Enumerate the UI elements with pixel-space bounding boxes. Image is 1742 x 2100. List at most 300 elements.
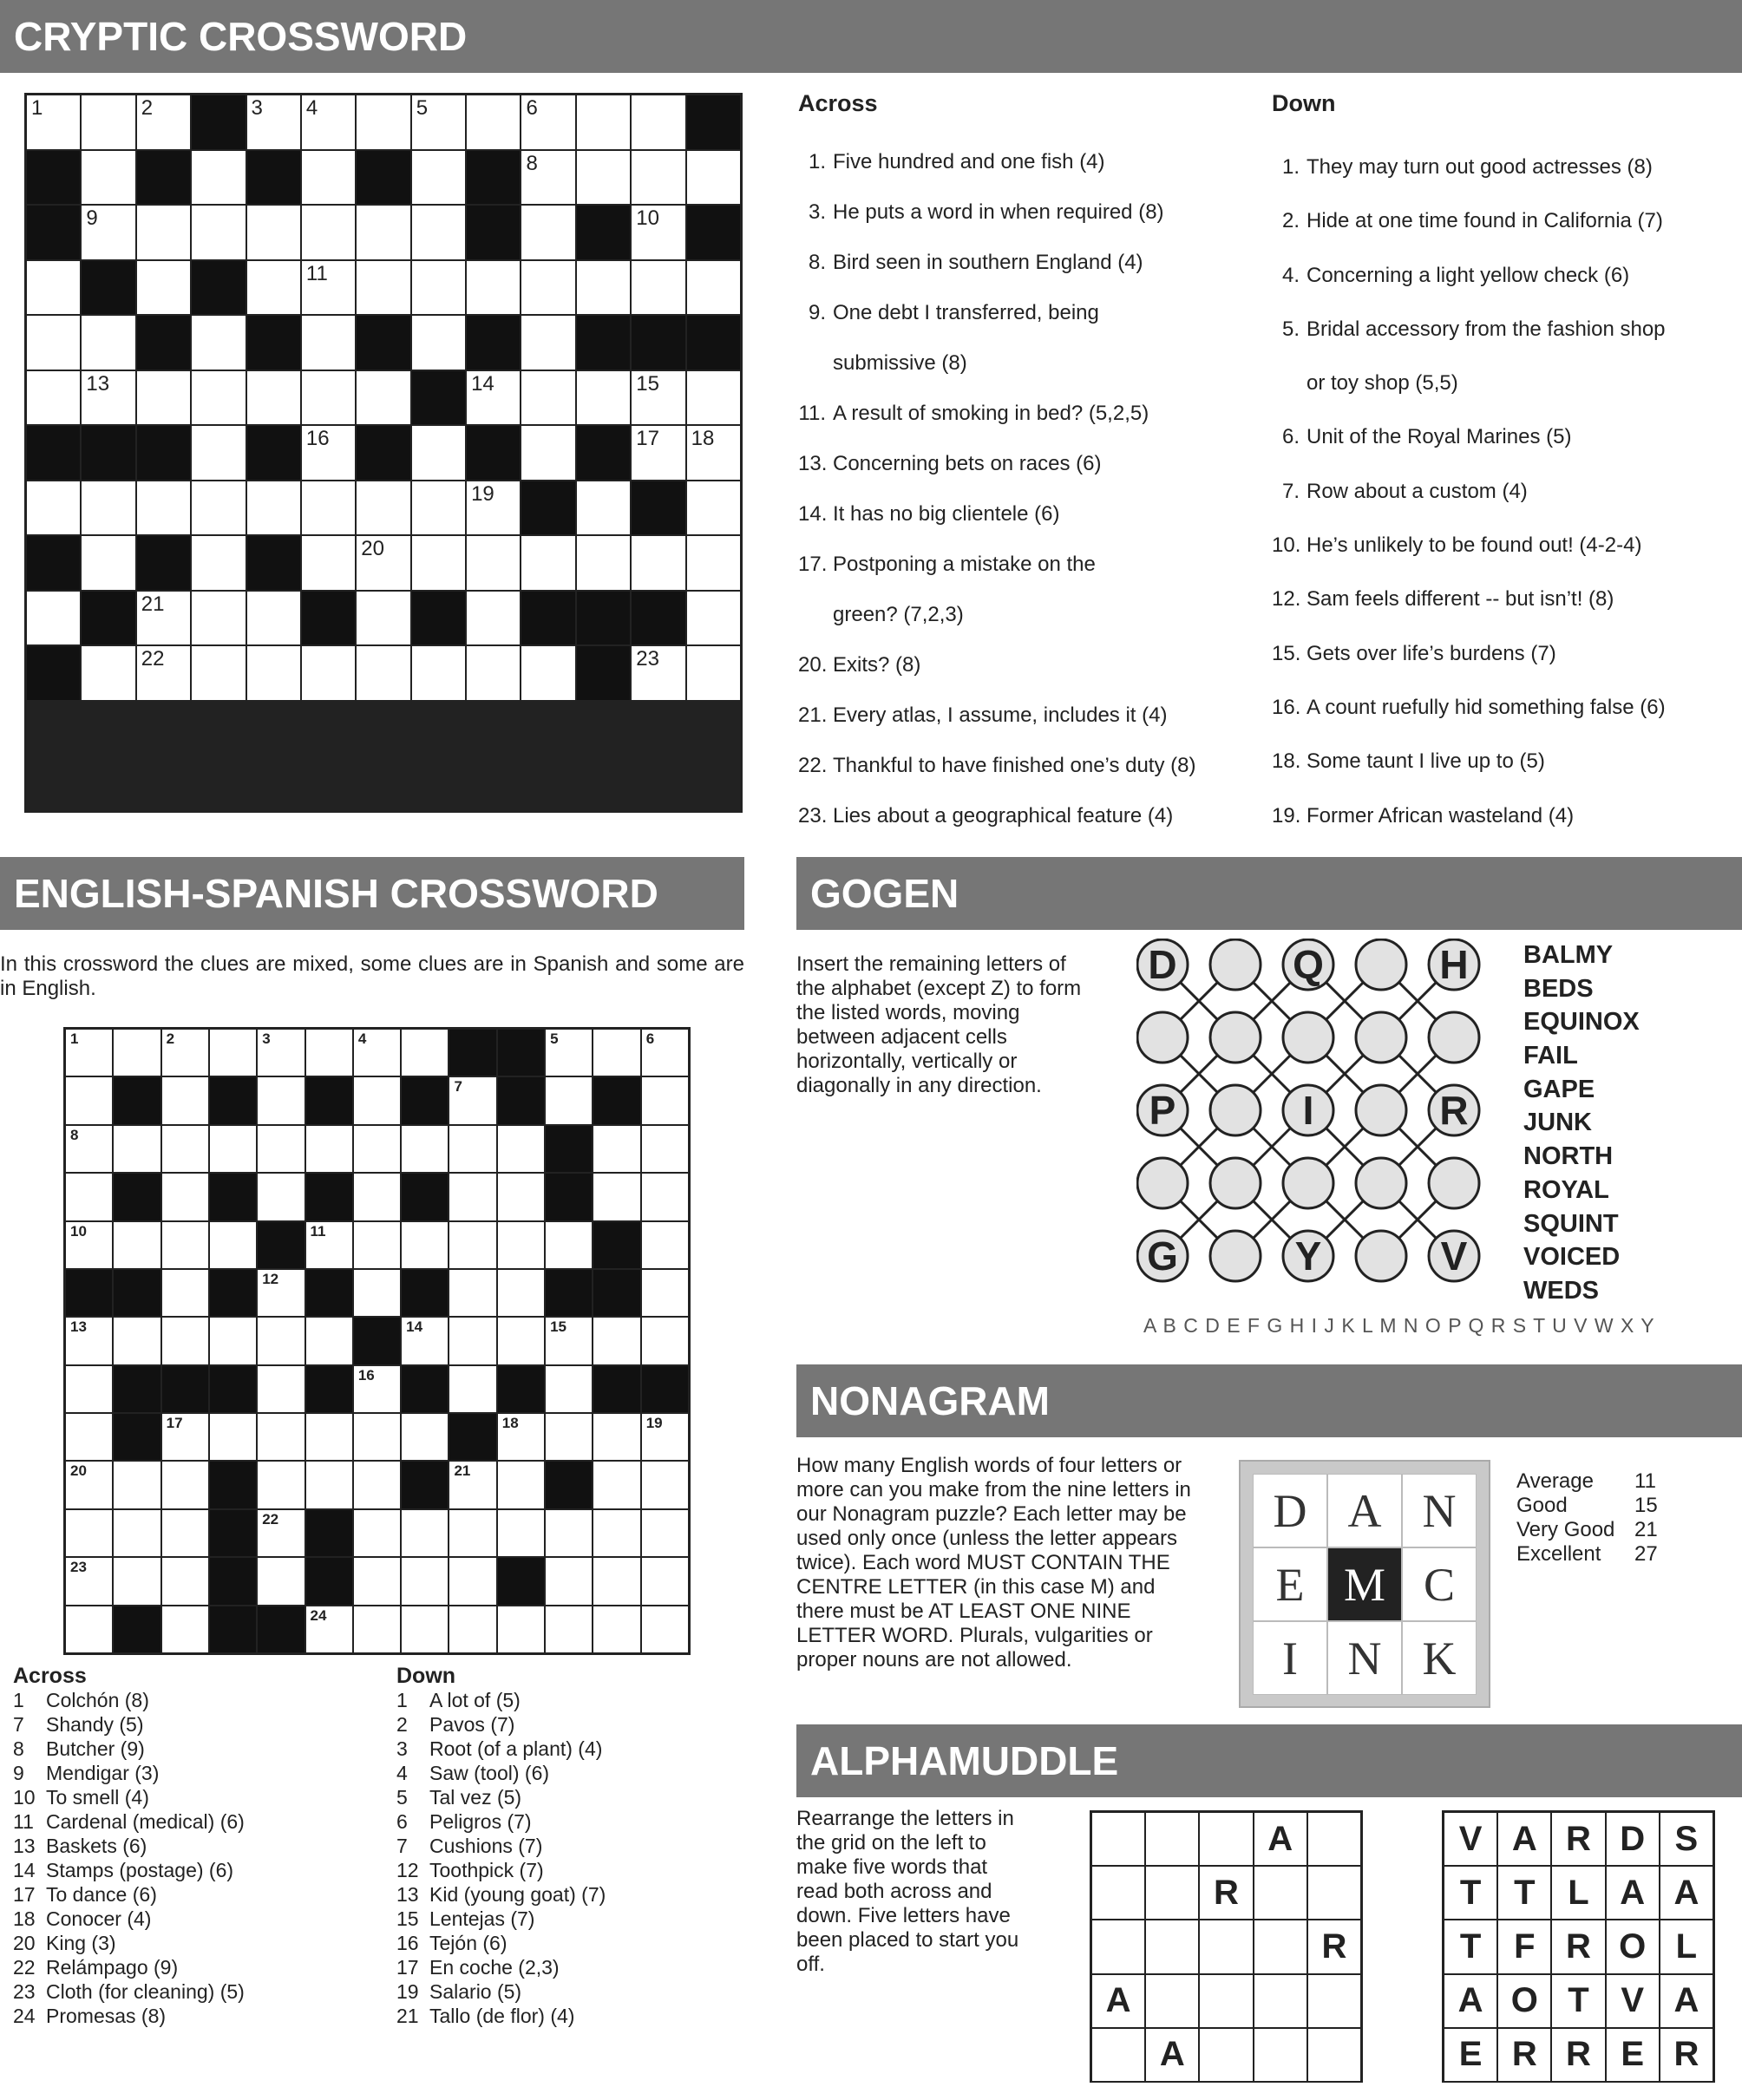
grid-cell[interactable]: [65, 1076, 113, 1124]
grid-cell[interactable]: [257, 1269, 305, 1317]
grid-cell[interactable]: [305, 1317, 353, 1364]
grid-cell[interactable]: [81, 315, 135, 370]
alphamuddle-target-cell[interactable]: [1091, 2028, 1145, 2082]
grid-cell[interactable]: [466, 535, 521, 591]
grid-cell[interactable]: [545, 1317, 593, 1364]
grid-cell[interactable]: [305, 1606, 353, 1653]
alphamuddle-target-cell[interactable]: [1254, 2028, 1307, 2082]
grid-cell[interactable]: [65, 1029, 113, 1076]
clue-number: 14.: [798, 502, 828, 526]
grid-cell[interactable]: [521, 425, 575, 481]
grid-cell[interactable]: [449, 1269, 496, 1317]
grid-cell[interactable]: [631, 535, 685, 591]
grid-cell[interactable]: [246, 481, 301, 536]
grid-cell[interactable]: [305, 1029, 353, 1076]
grid-cell[interactable]: [65, 1365, 113, 1413]
grid-cell[interactable]: [631, 150, 685, 206]
grid-cell[interactable]: [305, 1125, 353, 1173]
grid-cell[interactable]: [209, 1221, 257, 1269]
grid-cell[interactable]: [81, 370, 135, 426]
alphamuddle-target-cell[interactable]: [1145, 1974, 1199, 2028]
grid-cell[interactable]: [545, 1365, 593, 1413]
grid-cell[interactable]: [686, 370, 741, 426]
grid-cell[interactable]: [161, 1269, 209, 1317]
grid-cell[interactable]: [136, 591, 191, 646]
grid-cell[interactable]: [257, 1509, 305, 1557]
gogen-cell[interactable]: [1283, 1012, 1333, 1063]
cryptic-clue: [798, 540, 1232, 590]
grid-cell[interactable]: [641, 1606, 689, 1653]
grid-cell[interactable]: [576, 260, 631, 316]
alphamuddle-target-cell[interactable]: [1199, 1974, 1253, 2028]
grid-cell[interactable]: [113, 1557, 160, 1605]
grid-cell[interactable]: [356, 260, 410, 316]
grid-cell[interactable]: [497, 1461, 545, 1508]
grid-cell[interactable]: [449, 1509, 496, 1557]
grid-cell[interactable]: [401, 1509, 449, 1557]
grid-cell[interactable]: [641, 1221, 689, 1269]
grid-cell[interactable]: [191, 591, 246, 646]
grid-cell[interactable]: [449, 1221, 496, 1269]
grid-cell[interactable]: [641, 1076, 689, 1124]
black-square: [466, 150, 521, 206]
grid-cell[interactable]: [81, 205, 135, 260]
grid-cell[interactable]: [545, 1029, 593, 1076]
grid-cell[interactable]: [136, 260, 191, 316]
grid-cell[interactable]: [641, 1125, 689, 1173]
grid-cell[interactable]: [191, 150, 246, 206]
grid-cell[interactable]: [631, 95, 685, 150]
grid-cell[interactable]: [576, 95, 631, 150]
grid-cell[interactable]: [26, 591, 81, 646]
grid-cell[interactable]: [356, 535, 410, 591]
grid-cell[interactable]: [593, 1125, 640, 1173]
gogen-cell[interactable]: [1356, 1231, 1406, 1281]
grid-cell[interactable]: [301, 370, 356, 426]
grid-cell[interactable]: [497, 1413, 545, 1461]
grid-cell[interactable]: [65, 1125, 113, 1173]
grid-cell[interactable]: [686, 645, 741, 701]
grid-cell[interactable]: [246, 645, 301, 701]
grid-cell[interactable]: [305, 1461, 353, 1508]
grid-cell[interactable]: [521, 205, 575, 260]
grid-cell[interactable]: [411, 95, 466, 150]
clue-number: 19: [396, 1980, 419, 2003]
grid-cell[interactable]: [161, 1029, 209, 1076]
grid-cell[interactable]: [411, 425, 466, 481]
grid-cell[interactable]: [65, 1461, 113, 1508]
grid-cell[interactable]: [257, 1125, 305, 1173]
grid-cell[interactable]: [593, 1029, 640, 1076]
alphamuddle-target-cell[interactable]: [1145, 1920, 1199, 1973]
grid-cell[interactable]: [411, 150, 466, 206]
alphamuddle-target-cell[interactable]: [1307, 2028, 1361, 2082]
gogen-cell[interactable]: [1210, 1085, 1261, 1135]
grid-cell[interactable]: [257, 1413, 305, 1461]
grid-cell[interactable]: [545, 1606, 593, 1653]
grid-cell[interactable]: [65, 1557, 113, 1605]
black-square: [401, 1076, 449, 1124]
grid-cell[interactable]: [449, 1461, 496, 1508]
gogen-letter: H: [1439, 942, 1469, 987]
grid-cell[interactable]: [65, 1221, 113, 1269]
grid-cell[interactable]: [401, 1029, 449, 1076]
grid-cell[interactable]: [641, 1509, 689, 1557]
grid-cell[interactable]: [26, 315, 81, 370]
grid-cell[interactable]: [81, 645, 135, 701]
black-square: [246, 150, 301, 206]
grid-cell[interactable]: [545, 1076, 593, 1124]
cryptic-clue: [1272, 249, 1740, 303]
grid-cell[interactable]: [305, 1221, 353, 1269]
alphamuddle-target-cell[interactable]: A: [1145, 2028, 1199, 2082]
grid-cell[interactable]: [686, 591, 741, 646]
gogen-cell[interactable]: [1210, 1158, 1261, 1208]
grid-cell[interactable]: [356, 205, 410, 260]
grid-cell[interactable]: [161, 1317, 209, 1364]
cryptic-clue: [1272, 789, 1740, 843]
grid-cell[interactable]: [411, 260, 466, 316]
grid-cell[interactable]: [353, 1606, 401, 1653]
alphamuddle-target-cell[interactable]: [1199, 2028, 1253, 2082]
grid-cell[interactable]: [593, 1509, 640, 1557]
gogen-cell[interactable]: [1137, 1158, 1188, 1208]
grid-cell[interactable]: [593, 1606, 640, 1653]
grid-cell[interactable]: [401, 1125, 449, 1173]
grid-cell[interactable]: [246, 95, 301, 150]
grid-cell[interactable]: [449, 1557, 496, 1605]
grid-cell[interactable]: [497, 1125, 545, 1173]
grid-cell[interactable]: [576, 481, 631, 536]
black-square: [113, 1606, 160, 1653]
clue-text: To dance (6): [46, 1883, 157, 1906]
grid-cell[interactable]: [257, 1173, 305, 1220]
grid-cell[interactable]: [411, 315, 466, 370]
alphamuddle-target-cell[interactable]: [1254, 1866, 1307, 1920]
grid-cell[interactable]: [161, 1606, 209, 1653]
grid-cell[interactable]: [136, 481, 191, 536]
grid-cell[interactable]: [113, 1509, 160, 1557]
grid-cell[interactable]: [161, 1461, 209, 1508]
gogen-cell[interactable]: [1356, 939, 1406, 990]
grid-cell[interactable]: [191, 425, 246, 481]
grid-cell[interactable]: [113, 1461, 160, 1508]
grid-cell[interactable]: [449, 1173, 496, 1220]
clue-number: 24: [13, 2005, 36, 2027]
grid-cell[interactable]: [356, 481, 410, 536]
grid-cell[interactable]: [161, 1221, 209, 1269]
grid-cell[interactable]: [301, 150, 356, 206]
grid-cell[interactable]: [191, 370, 246, 426]
es-clue: [13, 1907, 377, 1931]
grid-cell[interactable]: [641, 1557, 689, 1605]
grid-cell[interactable]: [65, 1317, 113, 1364]
gogen-cell[interactable]: [1283, 1158, 1333, 1208]
grid-cell[interactable]: [545, 1221, 593, 1269]
grid-cell[interactable]: [191, 205, 246, 260]
grid-cell[interactable]: [191, 535, 246, 591]
clue-number: 19.: [1272, 803, 1301, 828]
grid-cell[interactable]: [257, 1365, 305, 1413]
grid-cell[interactable]: [65, 1173, 113, 1220]
grid-cell[interactable]: [686, 260, 741, 316]
grid-cell[interactable]: [641, 1461, 689, 1508]
grid-cell[interactable]: [161, 1076, 209, 1124]
alphamuddle-target-cell[interactable]: [1145, 1866, 1199, 1920]
grid-cell[interactable]: [209, 1125, 257, 1173]
gogen-cell[interactable]: [1429, 1012, 1479, 1063]
gogen-cell[interactable]: [1137, 1012, 1188, 1063]
grid-cell[interactable]: [136, 370, 191, 426]
grid-cell[interactable]: [593, 1413, 640, 1461]
grid-cell[interactable]: [246, 370, 301, 426]
grid-cell[interactable]: [353, 1413, 401, 1461]
grid-cell[interactable]: [81, 150, 135, 206]
grid-cell[interactable]: [686, 150, 741, 206]
alphamuddle-target-cell[interactable]: R: [1199, 1866, 1253, 1920]
grid-cell[interactable]: [497, 1509, 545, 1557]
grid-cell[interactable]: [641, 1413, 689, 1461]
alphamuddle-target-cell[interactable]: [1254, 1920, 1307, 1973]
grid-cell[interactable]: [401, 1557, 449, 1605]
grid-cell[interactable]: [301, 425, 356, 481]
grid-cell[interactable]: [545, 1557, 593, 1605]
grid-cell[interactable]: [136, 645, 191, 701]
grid-cell[interactable]: [449, 1606, 496, 1653]
grid-cell[interactable]: [81, 95, 135, 150]
grid-cell[interactable]: [65, 1509, 113, 1557]
grid-cell[interactable]: [65, 1606, 113, 1653]
grid-cell[interactable]: [497, 1606, 545, 1653]
grid-cell[interactable]: [641, 1029, 689, 1076]
grid-cell[interactable]: [246, 591, 301, 646]
gogen-cell[interactable]: [1210, 939, 1261, 990]
grid-cell[interactable]: [521, 645, 575, 701]
grid-cell[interactable]: [301, 205, 356, 260]
grid-cell[interactable]: [161, 1413, 209, 1461]
grid-cell[interactable]: [301, 645, 356, 701]
grid-cell[interactable]: [641, 1317, 689, 1364]
alphamuddle-target-cell[interactable]: [1254, 1974, 1307, 2028]
gogen-cell[interactable]: [1429, 1158, 1479, 1208]
grid-cell[interactable]: [466, 481, 521, 536]
grid-cell[interactable]: [191, 645, 246, 701]
grid-cell[interactable]: [411, 645, 466, 701]
grid-cell[interactable]: [466, 95, 521, 150]
grid-cell[interactable]: [449, 1317, 496, 1364]
grid-cell[interactable]: [301, 95, 356, 150]
grid-cell[interactable]: [686, 481, 741, 536]
grid-cell[interactable]: [641, 1173, 689, 1220]
grid-cell[interactable]: [191, 481, 246, 536]
grid-cell[interactable]: [81, 481, 135, 536]
grid-cell[interactable]: [497, 1269, 545, 1317]
alphamuddle-target-cell[interactable]: [1307, 1866, 1361, 1920]
grid-cell[interactable]: [257, 1029, 305, 1076]
grid-cell[interactable]: [191, 315, 246, 370]
grid-cell[interactable]: [631, 205, 685, 260]
clue-text: Thankful to have finished one’s duty (8): [833, 754, 1196, 777]
grid-cell[interactable]: [353, 1557, 401, 1605]
alphamuddle-target-cell[interactable]: [1091, 1920, 1145, 1973]
grid-cell[interactable]: [449, 1365, 496, 1413]
grid-cell[interactable]: [593, 1317, 640, 1364]
grid-cell[interactable]: [401, 1606, 449, 1653]
alphamuddle-target-cell[interactable]: [1199, 1812, 1253, 1866]
grid-cell[interactable]: [641, 1269, 689, 1317]
grid-cell[interactable]: [136, 95, 191, 150]
grid-cell[interactable]: [686, 425, 741, 481]
gogen-cell[interactable]: [1356, 1158, 1406, 1208]
black-square: [576, 315, 631, 370]
black-square: [305, 1509, 353, 1557]
grid-cell[interactable]: [497, 1221, 545, 1269]
grid-cell[interactable]: [246, 260, 301, 316]
alphamuddle-target-cell[interactable]: [1307, 1974, 1361, 2028]
grid-cell[interactable]: [356, 370, 410, 426]
alphamuddle-target-cell[interactable]: A: [1091, 1974, 1145, 2028]
black-square: [401, 1461, 449, 1508]
grid-cell[interactable]: [353, 1365, 401, 1413]
cryptic-clue: [798, 338, 1232, 389]
clue-number: 18: [13, 1907, 36, 1930]
grid-cell[interactable]: [449, 1076, 496, 1124]
gogen-cell[interactable]: [1210, 1012, 1261, 1063]
grid-cell[interactable]: [631, 370, 685, 426]
grid-cell[interactable]: [353, 1173, 401, 1220]
grid-cell[interactable]: [161, 1125, 209, 1173]
grid-cell[interactable]: [631, 425, 685, 481]
grid-cell[interactable]: [136, 205, 191, 260]
grid-cell[interactable]: [353, 1461, 401, 1508]
gogen-cell[interactable]: [1356, 1012, 1406, 1063]
grid-cell[interactable]: [411, 535, 466, 591]
grid-cell[interactable]: [257, 1076, 305, 1124]
grid-cell[interactable]: [466, 591, 521, 646]
grid-cell[interactable]: [401, 1413, 449, 1461]
clue-number: 3: [251, 96, 263, 120]
grid-cell[interactable]: [161, 1509, 209, 1557]
grid-cell[interactable]: [686, 535, 741, 591]
grid-cell[interactable]: [257, 1461, 305, 1508]
grid-cell[interactable]: [593, 1557, 640, 1605]
grid-cell[interactable]: [246, 205, 301, 260]
grid-cell[interactable]: [209, 1029, 257, 1076]
grid-cell[interactable]: [209, 1413, 257, 1461]
es-clue: [396, 1979, 761, 2004]
grid-cell[interactable]: [26, 260, 81, 316]
grid-cell[interactable]: [576, 150, 631, 206]
gogen-cell[interactable]: [1356, 1085, 1406, 1135]
grid-cell[interactable]: [521, 95, 575, 150]
clue-text: En coche (2,3): [429, 1956, 560, 1979]
alphamuddle-target-cell[interactable]: [1145, 1812, 1199, 1866]
grid-cell[interactable]: [353, 1076, 401, 1124]
grid-cell[interactable]: [113, 1221, 160, 1269]
black-square: [686, 205, 741, 260]
grid-cell[interactable]: [209, 1317, 257, 1364]
grid-cell[interactable]: [26, 481, 81, 536]
grid-cell[interactable]: [353, 1509, 401, 1557]
grid-cell[interactable]: [356, 591, 410, 646]
grid-cell[interactable]: [593, 1173, 640, 1220]
grid-cell[interactable]: [449, 1125, 496, 1173]
grid-cell[interactable]: [631, 260, 685, 316]
grid-cell[interactable]: [113, 1317, 160, 1364]
alphamuddle-source-cell: V: [1606, 1974, 1660, 2028]
alphamuddle-target-cell[interactable]: [1091, 1866, 1145, 1920]
grid-cell[interactable]: [411, 205, 466, 260]
alphamuddle-target-cell[interactable]: [1199, 1920, 1253, 1973]
grid-cell[interactable]: [257, 1317, 305, 1364]
grid-cell[interactable]: [353, 1221, 401, 1269]
grid-cell[interactable]: [353, 1029, 401, 1076]
clue-number: 23.: [798, 804, 828, 828]
grid-cell[interactable]: [521, 370, 575, 426]
grid-cell[interactable]: [26, 370, 81, 426]
clue-number: 18.: [1272, 749, 1301, 774]
grid-cell[interactable]: [401, 1317, 449, 1364]
grid-cell[interactable]: [576, 370, 631, 426]
grid-cell[interactable]: [257, 1557, 305, 1605]
cryptic-down-heading: Down: [1272, 90, 1336, 116]
grid-cell[interactable]: [353, 1125, 401, 1173]
grid-cell[interactable]: [497, 1317, 545, 1364]
clue-text: Sam feels different -- but isn’t! (8): [1306, 587, 1614, 612]
gogen-cell[interactable]: [1210, 1231, 1261, 1281]
grid-cell[interactable]: [545, 1509, 593, 1557]
alphamuddle-target-cell[interactable]: [1091, 1812, 1145, 1866]
grid-cell[interactable]: [353, 1269, 401, 1317]
grid-cell[interactable]: [521, 260, 575, 316]
alphamuddle-target-cell[interactable]: [1307, 1812, 1361, 1866]
grid-cell[interactable]: [113, 1029, 160, 1076]
grid-cell[interactable]: [545, 1413, 593, 1461]
grid-cell[interactable]: [401, 1221, 449, 1269]
alphamuddle-target-cell[interactable]: A: [1254, 1812, 1307, 1866]
grid-cell[interactable]: [521, 315, 575, 370]
grid-cell[interactable]: [521, 535, 575, 591]
black-square: [246, 425, 301, 481]
grid-cell[interactable]: [593, 1461, 640, 1508]
grid-cell[interactable]: [466, 370, 521, 426]
grid-cell[interactable]: [466, 260, 521, 316]
grid-cell[interactable]: [301, 535, 356, 591]
grid-cell[interactable]: [305, 1413, 353, 1461]
grid-cell[interactable]: [466, 645, 521, 701]
grid-cell[interactable]: [576, 535, 631, 591]
grid-cell[interactable]: [301, 315, 356, 370]
grid-cell[interactable]: [113, 1125, 160, 1173]
grid-cell[interactable]: [301, 481, 356, 536]
grid-cell[interactable]: [65, 1413, 113, 1461]
grid-cell[interactable]: [161, 1557, 209, 1605]
grid-cell[interactable]: [521, 150, 575, 206]
clue-number: 9.: [808, 301, 826, 324]
clue-number: 8.: [808, 251, 826, 274]
clue-text: Pavos (7): [429, 1713, 515, 1736]
grid-cell[interactable]: [631, 645, 685, 701]
grid-cell[interactable]: [301, 260, 356, 316]
alphamuddle-target-cell[interactable]: R: [1307, 1920, 1361, 1973]
grid-cell[interactable]: [161, 1173, 209, 1220]
grid-cell[interactable]: [81, 535, 135, 591]
grid-cell[interactable]: [356, 645, 410, 701]
grid-cell[interactable]: [497, 1173, 545, 1220]
grid-cell[interactable]: [411, 481, 466, 536]
grid-cell[interactable]: [356, 95, 410, 150]
grid-cell[interactable]: [26, 95, 81, 150]
